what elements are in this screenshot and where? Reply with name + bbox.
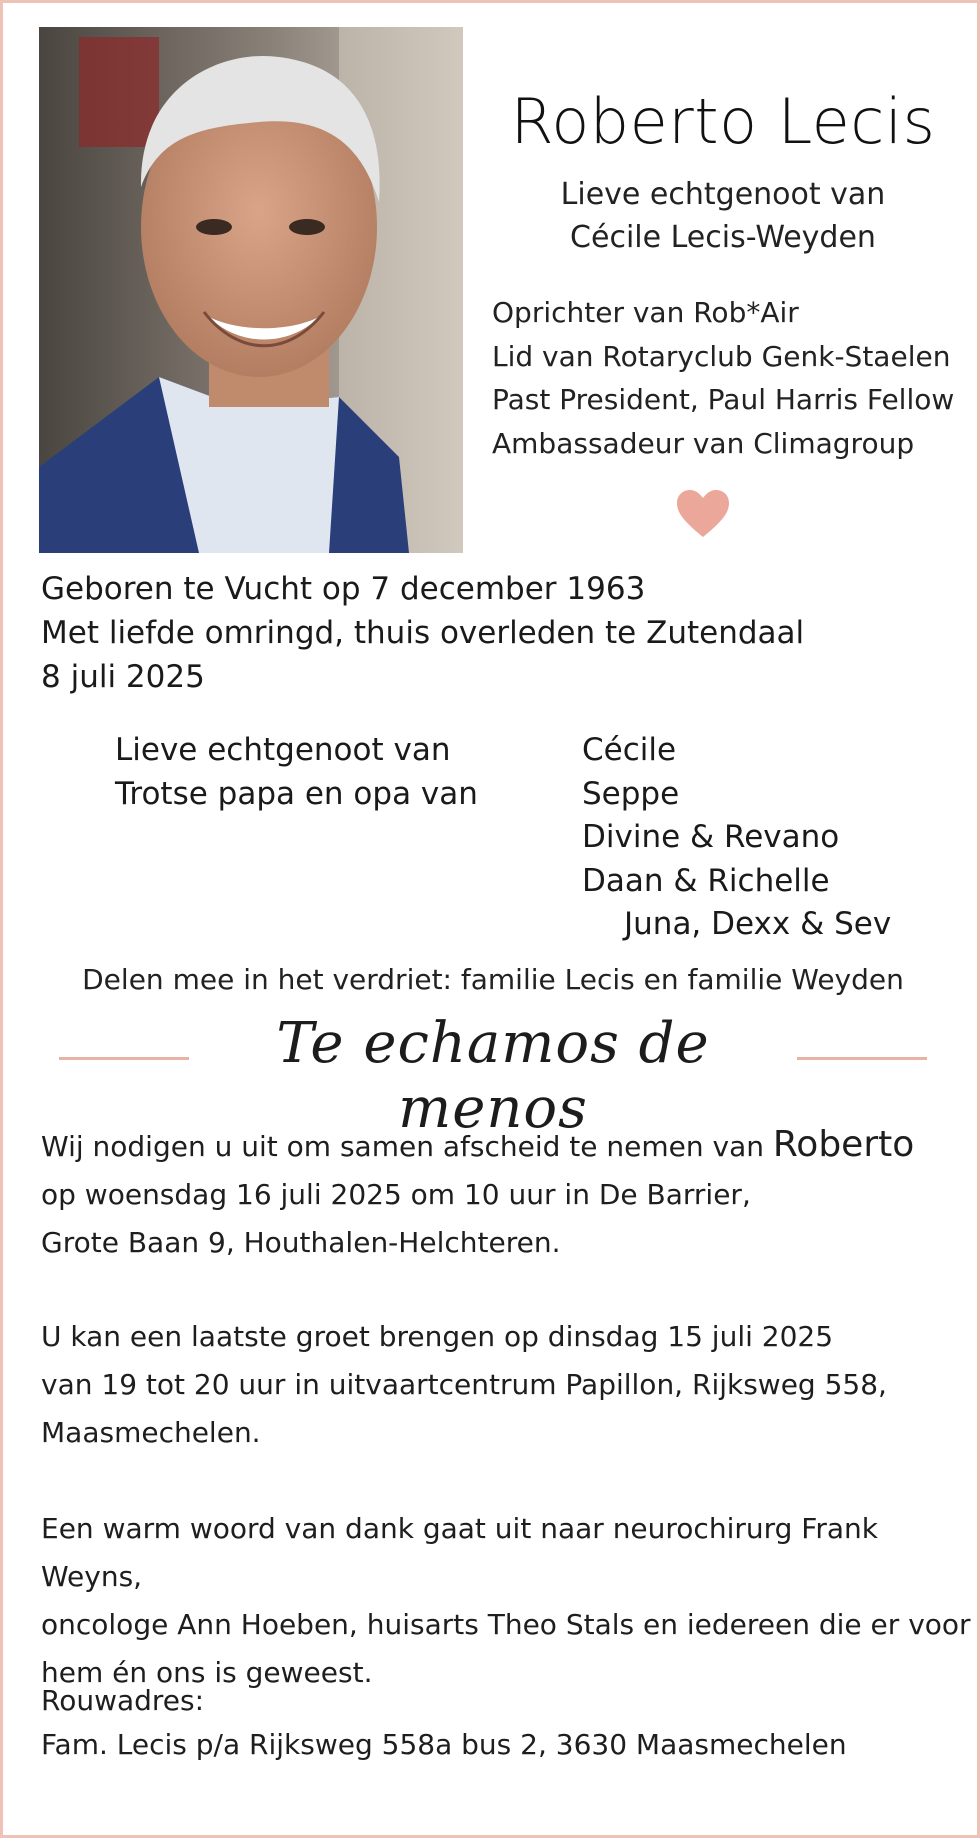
deceased-name: Roberto Lecis [510, 85, 936, 158]
role-item: Oprichter van Rob*Air [492, 296, 799, 329]
header-spouse-line: Cécile Lecis-Weyden [570, 220, 876, 255]
address-label: Rouwadres: [41, 1684, 205, 1717]
birth-line: Geboren te Vucht op 7 december 1963 [41, 571, 646, 607]
invitation-line-2: op woensdag 16 juli 2025 om 10 uur in De Barrier, [41, 1178, 751, 1211]
family-member: Juna, Dexx & Sev [624, 906, 892, 942]
family-member: Seppe [582, 775, 680, 812]
role-item: Ambassadeur van Climagroup [492, 426, 915, 460]
thanks-paragraph [41, 1505, 977, 1697]
heart-icon [676, 489, 730, 539]
relation-label: Trotse papa en opa van [115, 775, 478, 812]
divider-right [797, 1057, 927, 1060]
invitation-prefix: Wij nodigen u uit om samen afscheid te nemen van [41, 1130, 773, 1163]
thanks-line: hem én ons is geweest. [41, 1656, 373, 1689]
roles-list [492, 291, 954, 465]
invitation-paragraph [41, 1121, 914, 1267]
family-member: Divine & Revano [582, 819, 840, 855]
visitation-paragraph [41, 1313, 887, 1457]
birth-death-info [41, 567, 804, 699]
death-line: Met liefde omringd, thuis overleden te Zutendaal [41, 615, 805, 651]
divider-left [59, 1057, 189, 1060]
family-member: Cécile [582, 732, 677, 768]
mourning-address [41, 1679, 847, 1767]
header-spouse-line: Lieve echtgenoot van [560, 177, 886, 212]
invitation-name: Roberto [772, 1124, 915, 1165]
header-spouse [523, 173, 923, 259]
address-value: Fam. Lecis p/a Rijksweg 558a bus 2, 3630 Maasmechelen [41, 1728, 847, 1761]
share-grief-line: Delen mee in het verdriet: familie Lecis en familie Weyden [82, 963, 904, 996]
portrait-photo [39, 27, 463, 553]
invitation-line-3: Grote Baan 9, Houthalen-Helchteren. [41, 1226, 561, 1259]
family-members [582, 729, 891, 947]
thanks-line: oncologe Ann Hoeben, huisarts Theo Stals en iedereen die er voor [41, 1608, 971, 1641]
family-relations [115, 729, 478, 816]
relation-label: Lieve echtgenoot van [115, 732, 451, 768]
role-item: Past President, Paul Harris Fellow [492, 383, 955, 416]
death-date: 8 juli 2025 [41, 659, 205, 695]
visitation-line: van 19 tot 20 uur in uitvaartcentrum Papillon, Rijksweg 558, [41, 1368, 887, 1401]
portrait-photo-image [39, 27, 463, 553]
visitation-line: U kan een laatste groet brengen op dinsdag 15 juli 2025 [41, 1320, 834, 1353]
invitation-line-1 [41, 1121, 914, 1171]
role-item: Lid van Rotaryclub Genk-Staelen [492, 339, 951, 373]
family-member: Daan & Richelle [582, 862, 830, 899]
script-motto: Te echamos de menos [276, 1011, 710, 1141]
visitation-line: Maasmechelen. [41, 1416, 261, 1449]
thanks-line: Een warm woord van dank gaat uit naar neurochirurg Frank Weyns, [41, 1512, 879, 1593]
